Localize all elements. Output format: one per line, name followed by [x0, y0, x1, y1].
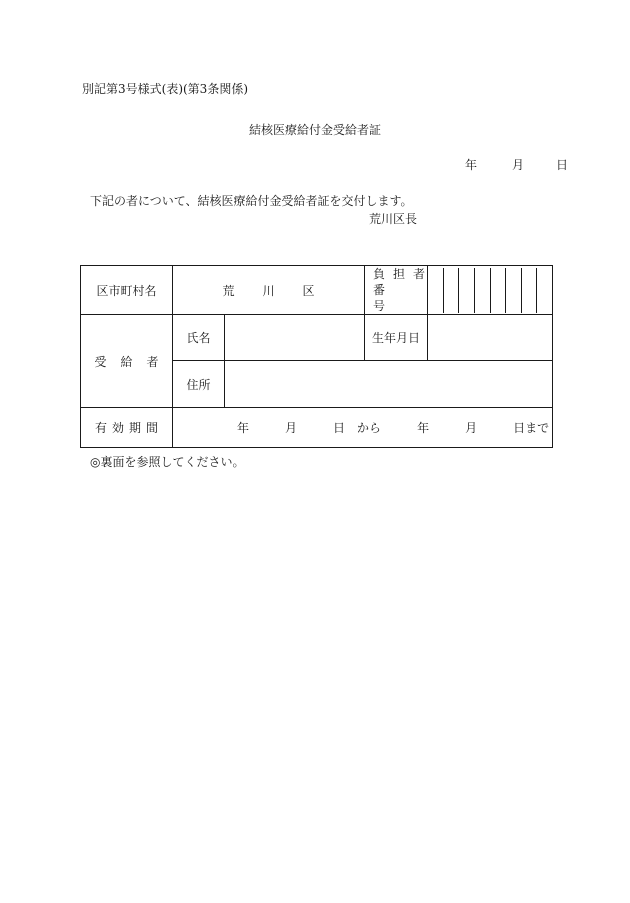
- from-word: から: [357, 421, 382, 435]
- from-month: 月: [285, 421, 298, 435]
- digit-box[interactable]: [458, 268, 474, 313]
- burden-number-label: 負 担 者 番号: [365, 266, 428, 315]
- digit-box[interactable]: [443, 268, 459, 313]
- digit-box[interactable]: [521, 268, 537, 313]
- recipient-label: 受 給 者: [81, 315, 173, 408]
- birthdate-field[interactable]: [428, 315, 553, 361]
- digit-box[interactable]: [428, 268, 443, 313]
- digit-box[interactable]: [490, 268, 506, 313]
- name-field[interactable]: [225, 315, 365, 361]
- form-reference: 別記第3号様式(表)(第3条関係): [82, 82, 248, 96]
- name-label: 氏名: [173, 315, 225, 361]
- date-day: 日: [556, 158, 569, 172]
- body-text: 下記の者について、結核医療給付金受給者証を交付します。: [90, 194, 413, 208]
- digit-box[interactable]: [474, 268, 490, 313]
- validity-label: 有 効 期 間: [81, 408, 173, 448]
- certificate-table: [80, 265, 553, 448]
- address-field[interactable]: [225, 361, 553, 408]
- municipality-value: 荒 川 区: [173, 266, 365, 315]
- from-year: 年: [237, 421, 250, 435]
- issuer: 荒川区長: [369, 212, 418, 226]
- municipality-label: 区市町村名: [81, 266, 173, 315]
- document-title: 結核医療給付金受給者証: [248, 123, 381, 137]
- address-label: 住所: [173, 361, 225, 408]
- to-day: 日まで: [513, 421, 550, 435]
- to-month: 月: [465, 421, 478, 435]
- to-year: 年: [417, 421, 430, 435]
- digit-box[interactable]: [536, 268, 552, 313]
- issue-date: [465, 156, 568, 173]
- digit-box[interactable]: [505, 268, 521, 313]
- from-day: 日: [333, 421, 346, 435]
- birthdate-label: 生年月日: [365, 315, 428, 361]
- date-month: 月: [512, 158, 525, 172]
- date-year: 年: [465, 158, 478, 172]
- footer-note: ◎裏面を参照してください。: [90, 455, 245, 469]
- validity-period[interactable]: [173, 408, 553, 448]
- burden-number-field[interactable]: [428, 266, 553, 315]
